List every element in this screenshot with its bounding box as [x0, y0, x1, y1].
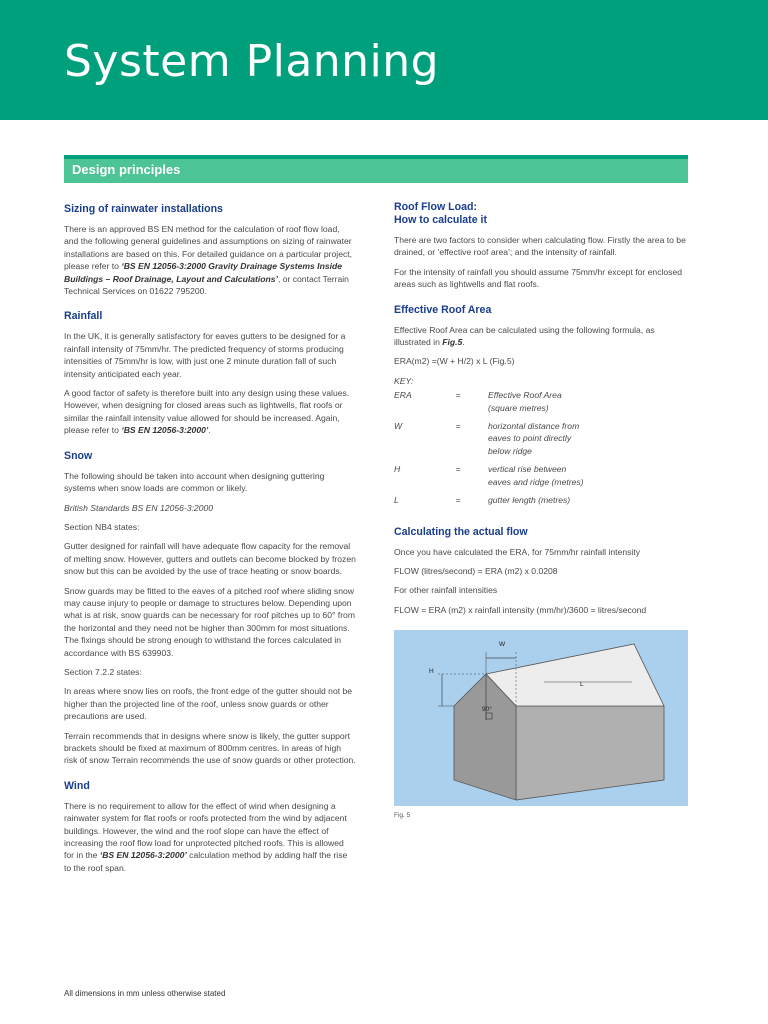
snow-standard-reference: British Standards BS EN 12056-3:2000 [64, 502, 214, 513]
era-paragraph: Effective Roof Area can be calculated using the following formula, as illustrated in Fig.5. [394, 324, 655, 348]
roof-diagram-figure [394, 630, 688, 806]
sizing-section [64, 203, 356, 297]
figure-caption: Fig. 5 [394, 812, 411, 819]
left-column [64, 203, 356, 887]
key-row: L = gutter length (metres) [394, 495, 571, 506]
rainfall-section [64, 310, 356, 436]
label-l: L [580, 681, 584, 688]
wind-paragraph: There is no requirement to allow for the effect of wind when designing a rainwater system for flat roofs or roofs protected from the wind by adjacent buildings. However, the wind and the roof slope can have the effect of increasing the roof flow load for unprotected pitched roofs. This is allowed for in the ‘BS EN 12056-3:2000’ calculation method by adding half the rise to the roof span. [64, 800, 348, 873]
rainfall-paragraph-1: In the UK, it is generally satisfactory for eaves gutters to be designed for a rainfall intensity of 75mm/hr. The predicted frequency of storms producing intensities of 75mm/hr is low, with just one 2 minute duration fall of such intensity anticipated each year. [64, 331, 346, 379]
flow-paragraph-1: There are two factors to consider when calculating flow. Firstly the area to be drained, or ‘effective roof area’; and the intensity of rainfall. [394, 235, 686, 258]
key-row: W = horizontal distance from eaves to point directly below ridge [394, 421, 580, 456]
snow-section [64, 450, 356, 767]
actual-flow-paragraph-1: Once you have calculated the ERA, for 75mm/hr rainfall intensity [394, 546, 640, 557]
rainfall-paragraph-2: A good factor of safety is therefore built into any design using these values. However, when designing for closed areas such as lightwells, flat roofs or similar the rainfall intensity value allowed for should be increased. Again, please refer to ‘BS EN 12056-3:2000’. [64, 388, 350, 436]
label-h: H [429, 668, 434, 675]
flow-formula-general: FLOW = ERA (m2) x rainfall intensity (mm/hr)/3600 = litres/second [394, 604, 647, 615]
sizing-heading: Sizing of rainwater installations [64, 203, 223, 215]
snow-paragraph-4: Gutter designed for rainfall will have adequate flow capacity for the removal of melting snow. However, gutters and outlets can become blocked by frozen snow but this can be avoided by the use of trace heating or snow boards. [64, 541, 356, 577]
wind-heading: Wind [64, 779, 90, 792]
snow-paragraph-1: The following should be taken into account when designing guttering systems when snow loads are common or likely. [64, 470, 325, 494]
key-row: H = vertical rise between eaves and ridge (metres) [394, 464, 584, 487]
wind-section [64, 780, 356, 874]
section-band-title: Design principles [72, 162, 181, 177]
key-label: KEY: [394, 375, 414, 386]
sizing-paragraph: There is an approved BS EN method for the calculation of roof flow load, and the following general guidelines and assumptions on sizing of rainwater installations are based on this. For detailed guidance on a particular project, please refer to ‘BS EN 12056-3:2000 Gravity Drainage Systems Inside Buildings – Roof Drainage, Layout and Calculations’, or contact Terrain Technical Services on 01622 795200. [64, 224, 353, 297]
roof-slope [486, 644, 664, 706]
era-heading: Effective Roof Area [394, 303, 492, 316]
label-w: W [499, 641, 506, 648]
section-band [64, 159, 688, 183]
label-angle: 90° [482, 706, 492, 713]
snow-section-722: Section 7.2.2 states: [64, 666, 142, 677]
header-banner [0, 0, 768, 120]
snow-paragraph-7: In areas where snow lies on roofs, the front edge of the gutter should not be higher than the projected line of the roof, unless snow guards or other precautions are used. [64, 686, 353, 722]
page-title: System Planning [64, 36, 440, 87]
right-column [394, 201, 688, 629]
snow-section-nb4: Section NB4 states: [64, 521, 140, 532]
footer-note: All dimensions in mm unless otherwise stated [64, 989, 226, 998]
flow-formula-75: FLOW (litres/second) = ERA (m2) x 0.0208 [394, 565, 558, 576]
flow-paragraph-2: For the intensity of rainfall you should assume 75mm/hr except for enclosed areas such as lightwells and flat roofs. [394, 266, 683, 290]
snow-paragraph-5: Snow guards may be fitted to the eaves of a pitched roof where sliding snow may cause injury to people or damage to structures below. Depending upon what is at risk, snow guards can be necessary for roof pitches up to 60° from the horizontal and they need not be higher than 300mm for most situations. The fixings should be strong enough to withstand the forces calculated in accordance with BS 639903. [64, 585, 355, 658]
snow-paragraph-8: Terrain recommends that in designs where snow is likely, the gutter support brackets should be fixed at maximum of 800mm centres. In areas of high risk of snow Terrain recommends the use of snow guards or other protection. [64, 730, 356, 766]
flow-heading: Roof Flow Load: How to calculate it [394, 201, 488, 226]
flow-section [394, 201, 688, 291]
era-section [394, 304, 688, 513]
era-formula: ERA(m2) =(W + H/2) x L (Fig.5) [394, 356, 515, 367]
snow-heading: Snow [64, 449, 93, 462]
side-wall [516, 706, 664, 800]
key-table [394, 389, 584, 512]
key-row: ERA = Effective Roof Area (square metres) [394, 390, 562, 413]
rainfall-heading: Rainfall [64, 310, 103, 323]
actual-flow-heading: Calculating the actual flow [394, 525, 528, 538]
actual-flow-section [394, 526, 688, 617]
roof-diagram [394, 630, 688, 806]
actual-flow-paragraph-3: For other rainfall intensities [394, 585, 498, 596]
